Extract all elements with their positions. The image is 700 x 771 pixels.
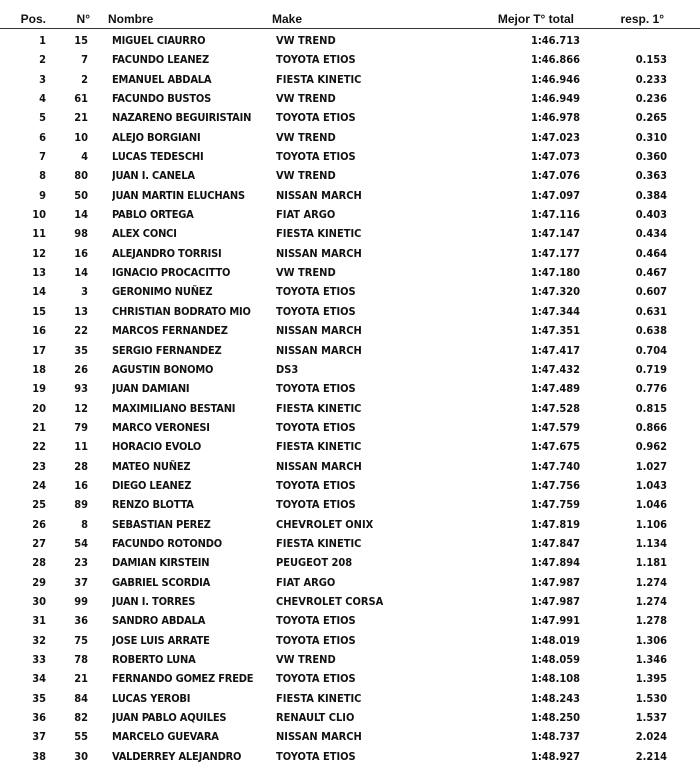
cell-gap-to-first: 0.434 [635,227,667,241]
cell-position: 17 [32,343,46,357]
cell-position: 11 [32,227,46,241]
cell-car-number: 15 [74,34,88,47]
cell-position: 23 [32,459,46,473]
cell-car-number: 21 [74,672,88,686]
cell-best-time: 1:46.713 [530,34,580,47]
table-row [0,50,700,69]
cell-make: TOYOTA ETIOS [276,420,356,434]
cell-gap-to-first: 0.719 [635,362,667,376]
cell-gap-to-first: 0.403 [635,208,667,222]
cell-make: DS3 [276,362,299,376]
cell-gap-to-first: 1.537 [635,711,667,725]
cell-car-number: 82 [74,711,88,725]
cell-best-time: 1:48.243 [530,691,580,705]
cell-make: FIESTA KINETIC [276,72,362,86]
table-row [0,573,700,592]
cell-position: 4 [39,92,46,106]
cell-make: FIESTA KINETIC [276,227,362,241]
results-table-body [0,31,700,766]
cell-gap-to-first: 0.153 [635,53,667,67]
cell-position: 16 [32,324,46,338]
table-row [0,263,700,282]
cell-make: TOYOTA ETIOS [276,749,356,763]
cell-car-number: 14 [74,266,88,280]
cell-best-time: 1:47.987 [530,594,580,608]
table-row [0,727,700,746]
table-row [0,708,700,727]
cell-make: NISSAN MARCH [276,246,362,260]
table-row [0,89,700,108]
cell-driver-name: IGNACIO PROCACITTO [112,266,231,280]
table-row [0,108,700,127]
cell-position: 19 [32,382,46,396]
table-row [0,476,700,495]
cell-best-time: 1:46.978 [530,111,580,125]
cell-make: CHEVROLET CORSA [276,594,384,608]
cell-make: VW TREND [276,169,336,183]
cell-position: 9 [39,188,46,202]
cell-car-number: 10 [74,130,88,144]
cell-best-time: 1:47.489 [530,382,580,396]
cell-gap-to-first: 1.306 [635,633,667,647]
table-row [0,495,700,514]
cell-driver-name: MAXIMILIANO BESTANI [112,401,236,415]
cell-make: NISSAN MARCH [276,730,362,744]
table-row [0,128,700,147]
header-pos: Pos. [20,12,46,26]
cell-best-time: 1:47.894 [530,556,580,570]
cell-best-time: 1:47.579 [530,420,580,434]
cell-car-number: 84 [74,691,88,705]
cell-gap-to-first: 0.363 [635,169,667,183]
cell-driver-name: DAMIAN KIRSTEIN [112,556,210,570]
cell-gap-to-first: 1.134 [635,536,667,550]
table-row [0,592,700,611]
cell-driver-name: JUAN PABLO AQUILES [112,711,227,725]
cell-driver-name: JUAN MARTIN ELUCHANS [112,188,245,202]
cell-position: 8 [39,169,46,183]
cell-make: PEUGEOT 208 [276,556,353,570]
cell-driver-name: NAZARENO BEGUIRISTAIN [112,111,252,125]
cell-best-time: 1:48.019 [530,633,580,647]
cell-make: VW TREND [276,130,336,144]
cell-car-number: 89 [74,498,88,512]
cell-driver-name: LUCAS TEDESCHI [112,150,204,164]
cell-make: NISSAN MARCH [276,188,362,202]
cell-position: 32 [32,633,46,647]
cell-car-number: 36 [74,614,88,628]
table-row [0,689,700,708]
cell-make: VW TREND [276,653,336,666]
cell-make: FIESTA KINETIC [276,401,362,415]
cell-car-number: 16 [74,478,88,492]
cell-position: 20 [32,401,46,415]
header-number: N° [76,12,90,26]
cell-driver-name: HORACIO EVOLO [112,440,202,454]
cell-car-number: 50 [74,188,88,202]
cell-car-number: 12 [74,401,88,415]
cell-gap-to-first: 0.265 [635,111,667,125]
table-row [0,611,700,630]
cell-car-number: 3 [81,285,88,299]
table-row [0,515,700,534]
cell-position: 33 [32,653,46,666]
cell-make: NISSAN MARCH [276,324,362,338]
cell-gap-to-first: 1.043 [635,478,667,492]
cell-position: 29 [32,575,46,589]
cell-gap-to-first: 0.236 [635,92,667,106]
cell-make: FIESTA KINETIC [276,536,362,550]
cell-position: 28 [32,556,46,570]
cell-make: TOYOTA ETIOS [276,53,356,67]
cell-best-time: 1:47.116 [530,208,580,222]
cell-gap-to-first: 1.046 [635,498,667,512]
cell-position: 3 [39,72,46,86]
table-row [0,31,700,50]
cell-best-time: 1:47.432 [530,362,580,376]
table-row [0,282,700,301]
cell-make: TOYOTA ETIOS [276,614,356,628]
cell-driver-name: PABLO ORTEGA [112,208,194,222]
cell-driver-name: FACUNDO ROTONDO [112,536,222,550]
cell-position: 35 [32,691,46,705]
cell-position: 27 [32,536,46,550]
cell-best-time: 1:47.147 [530,227,580,241]
cell-car-number: 21 [74,111,88,125]
cell-position: 26 [32,517,46,531]
cell-best-time: 1:47.759 [530,498,580,512]
cell-make: TOYOTA ETIOS [276,633,356,647]
cell-car-number: 54 [74,536,88,550]
cell-best-time: 1:47.819 [530,517,580,531]
cell-gap-to-first: 1.395 [635,672,667,686]
table-row [0,631,700,650]
cell-driver-name: VALDERREY ALEJANDRO [112,749,242,763]
cell-best-time: 1:47.987 [530,575,580,589]
cell-gap-to-first: 0.464 [635,246,667,260]
cell-gap-to-first: 2.214 [635,749,667,763]
cell-best-time: 1:47.756 [530,478,580,492]
cell-position: 37 [32,730,46,744]
cell-driver-name: EMANUEL ABDALA [112,72,212,86]
cell-car-number: 16 [74,246,88,260]
cell-driver-name: ALEJANDRO TORRISI [112,246,222,260]
cell-car-number: 99 [74,594,88,608]
cell-position: 1 [39,34,46,47]
cell-car-number: 98 [74,227,88,241]
table-row [0,321,700,340]
cell-make: TOYOTA ETIOS [276,304,356,318]
cell-position: 2 [39,53,46,67]
table-row [0,747,700,766]
cell-best-time: 1:48.108 [530,672,580,686]
cell-position: 24 [32,478,46,492]
table-row [0,70,700,89]
cell-driver-name: MIGUEL CIAURRO [112,34,206,47]
cell-gap-to-first: 0.360 [635,150,667,164]
table-row [0,224,700,243]
cell-driver-name: SERGIO FERNANDEZ [112,343,222,357]
cell-gap-to-first: 0.638 [635,324,667,338]
table-row [0,205,700,224]
cell-gap-to-first: 0.384 [635,188,667,202]
cell-gap-to-first: 1.346 [635,653,667,666]
header-gap: resp. 1° [620,12,664,26]
cell-make: FIESTA KINETIC [276,691,362,705]
cell-car-number: 26 [74,362,88,376]
cell-make: FIESTA KINETIC [276,440,362,454]
cell-make: TOYOTA ETIOS [276,111,356,125]
cell-car-number: 78 [74,653,88,666]
cell-driver-name: DIEGO LEANEZ [112,478,192,492]
table-row [0,341,700,360]
cell-best-time: 1:47.097 [530,188,580,202]
cell-gap-to-first: 0.607 [635,285,667,299]
cell-best-time: 1:48.927 [530,749,580,763]
cell-car-number: 11 [74,440,88,454]
cell-driver-name: AGUSTIN BONOMO [112,362,214,376]
cell-driver-name: FACUNDO LEANEZ [112,53,209,67]
cell-car-number: 13 [74,304,88,318]
table-row [0,360,700,379]
cell-make: TOYOTA ETIOS [276,285,356,299]
table-row [0,534,700,553]
cell-driver-name: MARCOS FERNANDEZ [112,324,228,338]
cell-driver-name: MARCELO GUEVARA [112,730,219,744]
cell-best-time: 1:47.023 [530,130,580,144]
cell-car-number: 28 [74,459,88,473]
cell-position: 21 [32,420,46,434]
cell-driver-name: FERNANDO GOMEZ FREDE [112,672,254,686]
cell-gap-to-first: 1.278 [635,614,667,628]
cell-car-number: 14 [74,208,88,222]
cell-position: 30 [32,594,46,608]
cell-position: 7 [39,150,46,164]
cell-driver-name: JUAN I. TORRES [112,594,196,608]
cell-gap-to-first: 1.274 [635,575,667,589]
cell-position: 25 [32,498,46,512]
cell-car-number: 23 [74,556,88,570]
cell-driver-name: ALEJO BORGIANI [112,130,201,144]
cell-best-time: 1:46.866 [530,53,580,67]
cell-position: 6 [39,130,46,144]
cell-driver-name: GERONIMO NUÑEZ [112,285,213,299]
cell-make: TOYOTA ETIOS [276,672,356,686]
cell-best-time: 1:47.320 [530,285,580,299]
cell-position: 14 [32,285,46,299]
table-row [0,437,700,456]
table-row [0,418,700,437]
table-row [0,399,700,418]
cell-best-time: 1:47.847 [530,536,580,550]
cell-make: CHEVROLET ONIX [276,517,374,531]
cell-car-number: 37 [74,575,88,589]
cell-gap-to-first: 1.274 [635,594,667,608]
cell-car-number: 2 [81,72,88,86]
cell-make: FIAT ARGO [276,208,336,222]
cell-driver-name: LUCAS YEROBI [112,691,191,705]
cell-position: 22 [32,440,46,454]
cell-car-number: 7 [81,53,88,67]
cell-driver-name: JUAN I. CANELA [112,169,195,183]
cell-make: NISSAN MARCH [276,459,362,473]
cell-best-time: 1:48.250 [530,711,580,725]
cell-position: 34 [32,672,46,686]
cell-car-number: 93 [74,382,88,396]
cell-driver-name: SANDRO ABDALA [112,614,206,628]
cell-gap-to-first: 0.704 [635,343,667,357]
cell-best-time: 1:46.949 [530,92,580,106]
cell-best-time: 1:47.417 [530,343,580,357]
cell-car-number: 80 [74,169,88,183]
cell-driver-name: ALEX CONCI [112,227,177,241]
table-row [0,669,700,688]
cell-position: 18 [32,362,46,376]
cell-gap-to-first: 0.962 [635,440,667,454]
cell-car-number: 55 [74,730,88,744]
cell-gap-to-first: 0.776 [635,382,667,396]
cell-car-number: 22 [74,324,88,338]
cell-car-number: 75 [74,633,88,647]
cell-driver-name: MARCO VERONESI [112,420,210,434]
cell-make: VW TREND [276,92,336,106]
table-header [0,10,700,29]
cell-best-time: 1:47.675 [530,440,580,454]
cell-best-time: 1:47.180 [530,266,580,280]
header-best-time: Mejor T° total [497,12,574,26]
cell-driver-name: MATEO NUÑEZ [112,459,191,473]
cell-car-number: 4 [81,150,88,164]
cell-car-number: 30 [74,749,88,763]
cell-make: TOYOTA ETIOS [276,478,356,492]
cell-position: 10 [32,208,46,222]
cell-gap-to-first: 1.106 [635,517,667,531]
cell-best-time: 1:47.177 [530,246,580,260]
table-row [0,302,700,321]
cell-gap-to-first: 1.181 [635,556,667,570]
cell-best-time: 1:48.059 [530,653,580,666]
cell-position: 36 [32,711,46,725]
table-row [0,650,700,669]
cell-gap-to-first: 0.467 [635,266,667,280]
cell-position: 31 [32,614,46,628]
table-row [0,457,700,476]
header-make: Make [272,12,303,26]
cell-position: 5 [39,111,46,125]
cell-best-time: 1:47.740 [530,459,580,473]
cell-best-time: 1:48.737 [530,730,580,744]
cell-make: TOYOTA ETIOS [276,150,356,164]
cell-driver-name: GABRIEL SCORDIA [112,575,211,589]
cell-car-number: 79 [74,420,88,434]
cell-gap-to-first: 1.027 [635,459,667,473]
table-row [0,553,700,572]
cell-driver-name: CHRISTIAN BODRATO MIO [112,304,251,318]
cell-best-time: 1:47.076 [530,169,580,183]
cell-gap-to-first: 0.631 [635,304,667,318]
table-row [0,244,700,263]
cell-best-time: 1:47.344 [530,304,580,318]
header-name: Nombre [108,12,154,26]
cell-make: VW TREND [276,266,336,280]
cell-gap-to-first: 0.815 [635,401,667,415]
cell-gap-to-first: 0.310 [635,130,667,144]
cell-driver-name: FACUNDO BUSTOS [112,92,212,106]
cell-driver-name: JUAN DAMIANI [112,382,190,396]
cell-position: 13 [32,266,46,280]
cell-gap-to-first: 1.530 [635,691,667,705]
cell-driver-name: SEBASTIAN PEREZ [112,517,211,531]
cell-position: 15 [32,304,46,318]
cell-driver-name: ROBERTO LUNA [112,653,196,666]
cell-make: FIAT ARGO [276,575,336,589]
cell-best-time: 1:47.528 [530,401,580,415]
cell-make: TOYOTA ETIOS [276,498,356,512]
cell-driver-name: RENZO BLOTTA [112,498,194,512]
cell-make: NISSAN MARCH [276,343,362,357]
cell-best-time: 1:47.991 [530,614,580,628]
table-row [0,186,700,205]
cell-position: 12 [32,246,46,260]
cell-make: RENAULT CLIO [276,711,355,725]
cell-position: 38 [32,749,46,763]
table-row [0,379,700,398]
cell-car-number: 61 [74,92,88,106]
table-row [0,166,700,185]
cell-gap-to-first: 2.024 [635,730,667,744]
table-row [0,147,700,166]
cell-best-time: 1:47.351 [530,324,580,338]
cell-best-time: 1:46.946 [530,72,580,86]
cell-make: VW TREND [276,34,336,47]
cell-gap-to-first: 0.233 [635,72,667,86]
cell-driver-name: JOSE LUIS ARRATE [112,633,210,647]
cell-car-number: 8 [81,517,88,531]
cell-best-time: 1:47.073 [530,150,580,164]
cell-make: TOYOTA ETIOS [276,382,356,396]
cell-car-number: 35 [74,343,88,357]
cell-gap-to-first: 0.866 [635,420,667,434]
